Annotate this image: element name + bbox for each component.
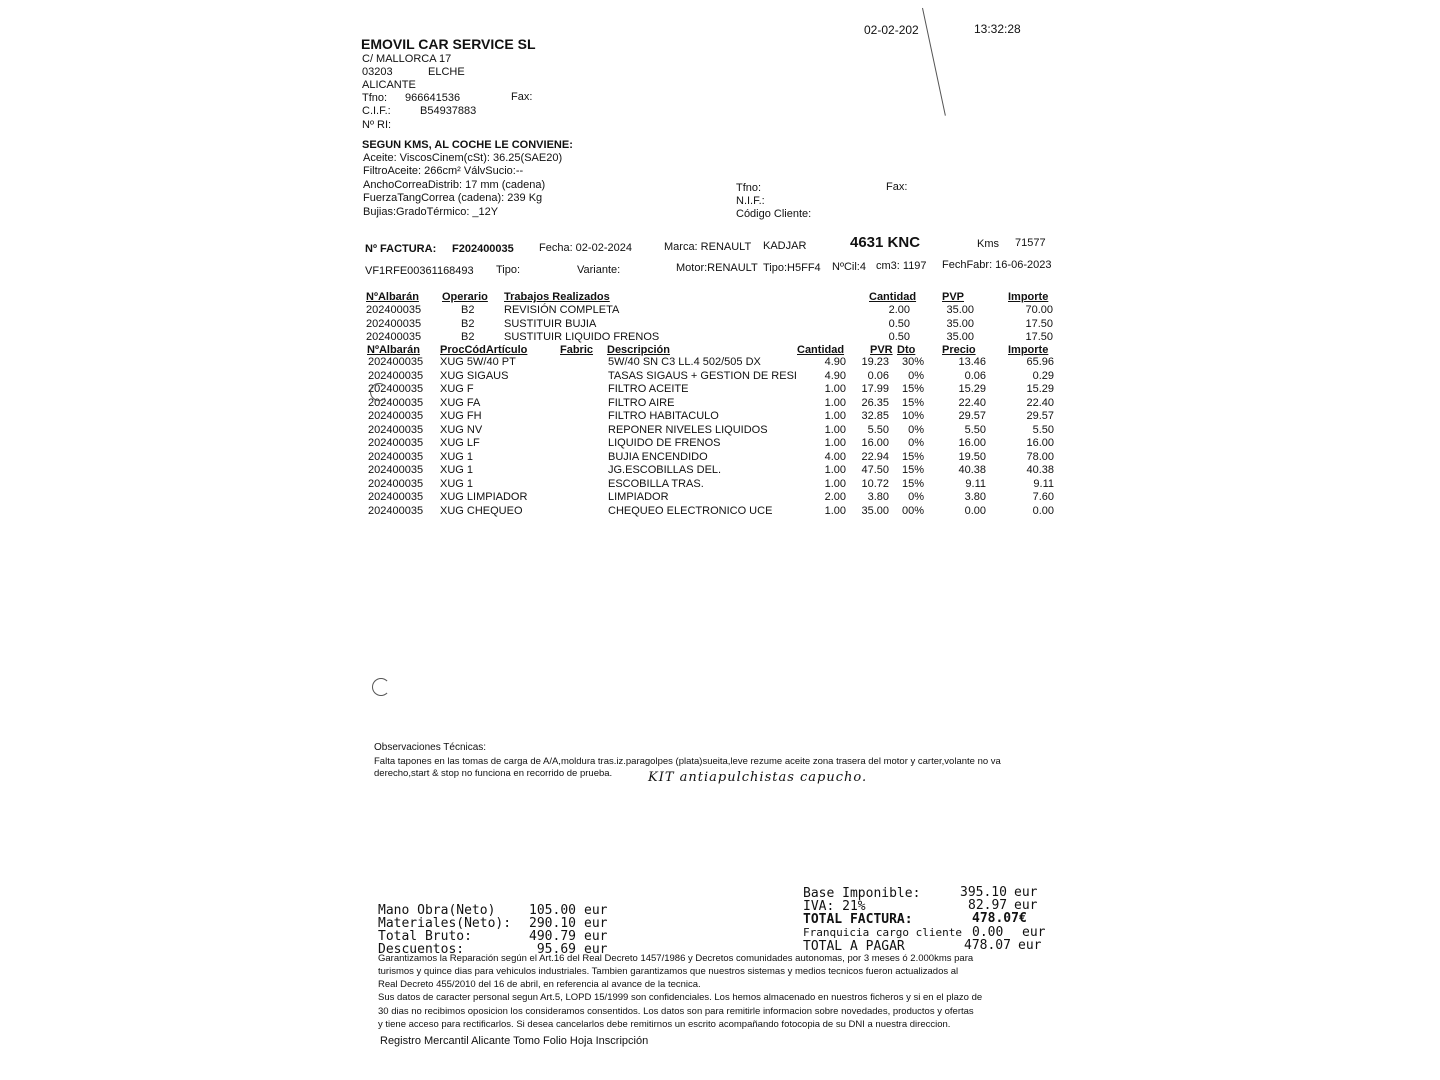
total-label: TOTAL FACTURA: — [803, 912, 913, 927]
vehicle-plate: 4631 KNC — [850, 234, 921, 251]
total-left-value: 490.79 — [529, 929, 576, 944]
parts-importe-cell: 29.57 — [1026, 410, 1054, 422]
labor-trabajo-cell: SUSTITUIR BUJIA — [504, 317, 597, 330]
hdr-pvp: PVP — [942, 291, 965, 303]
parts-descripcion-cell: ESCOBILLA TRAS. — [608, 477, 704, 490]
parts-importe-cell: 78.00 — [1026, 450, 1054, 463]
parts-precio-cell: 5.50 — [964, 423, 986, 436]
parts-importe-cell: 15.29 — [1026, 383, 1054, 395]
hdr-precio: Precio — [942, 344, 976, 356]
print-date: 02-02-202 — [864, 23, 919, 37]
franq-label: Franquicia cargo cliente — [803, 926, 962, 939]
parts-precio-cell: 13.46 — [958, 356, 986, 368]
parts-precio-cell: 22.40 — [958, 396, 986, 409]
parts-descripcion-cell: FILTRO HABITACULO — [608, 410, 719, 422]
client-code-label: Código Cliente: — [736, 208, 812, 220]
parts-cantidad-cell: 4.00 — [824, 450, 846, 463]
parts-precio-cell: 3.80 — [964, 491, 986, 503]
total-left-label: Descuentos: — [378, 942, 465, 957]
hdr-trabajos: Trabajos Realizados — [504, 291, 610, 303]
company-zip: 03203 — [362, 66, 393, 78]
total-left-unit: eur — [584, 916, 608, 931]
hdr-operario: Operario — [442, 291, 488, 303]
base-unit: eur — [1014, 885, 1038, 900]
parts-articulo-cell: XUG SIGAUS — [440, 369, 509, 382]
parts-dto-cell: 15% — [901, 396, 924, 409]
legal-line: turismos y quince dias para vehiculos industriales. Tambien garantizamos que nuestros sistemas y medios tecnicos fueron actualizados al — [378, 966, 959, 977]
parts-articulo-cell: XUG F — [440, 383, 474, 395]
parts-albaran-cell: 202400035 — [368, 356, 424, 368]
hdr-cantidad: Cantidad — [797, 344, 845, 356]
company-cif-label: C.I.F.: — [362, 105, 391, 117]
iva-unit: eur — [1014, 898, 1038, 913]
parts-albaran-cell: 202400035 — [368, 369, 424, 382]
company-fax-label: Fax: — [511, 91, 533, 103]
parts-precio-cell: 19.50 — [958, 450, 986, 463]
vehicle-tipo: Tipo: — [496, 264, 521, 276]
observations-line: derecho,start & stop no funciona en recorrido de prueba. — [374, 768, 613, 779]
parts-articulo-cell: XUG 1 — [440, 477, 474, 490]
labor-cantidad-cell: 0.50 — [888, 331, 910, 343]
hdr-dto: Dto — [897, 344, 916, 356]
hdr-pvr: PVR — [870, 344, 893, 356]
labor-cantidad-cell: 2.00 — [888, 304, 910, 316]
parts-dto-cell: 0% — [908, 423, 924, 436]
pagar-label: TOTAL A PAGAR — [803, 939, 905, 954]
parts-importe-cell: 0.00 — [1032, 504, 1054, 517]
labor-operario-cell: B2 — [461, 304, 475, 316]
hdr-importe: Importe — [1008, 291, 1049, 303]
parts-dto-cell: 15% — [901, 477, 924, 490]
total-left-value: 290.10 — [529, 916, 576, 931]
observations-title: Observaciones Técnicas: — [374, 742, 487, 753]
spec-line: FuerzaTangCorrea (cadena): 239 Kg — [363, 192, 543, 204]
franq-value: 0.00 — [972, 925, 1004, 940]
company-name: EMOVIL CAR SERVICE SL — [361, 36, 536, 52]
parts-precio-cell: 40.38 — [958, 464, 986, 476]
labor-operario-cell: B2 — [461, 331, 475, 343]
company-street: C/ MALLORCA 17 — [362, 53, 452, 65]
signature-mark — [922, 8, 946, 116]
legal-line: Garantizamos la Reparación según el Art.16 del Real Decreto 1457/1986 y Decretos comunidades autonomas, por 3 meses ó 2.000kms para — [378, 953, 974, 964]
legal-line: 30 dias no recibimos oposicion los consideramos consentidos. Los datos son para remitirle informacion sobre novedades, productos y ofertas — [378, 1006, 974, 1017]
labor-trabajo-cell: SUSTITUIR LIQUIDO FRENOS — [504, 331, 660, 343]
parts-dto-cell: 00% — [901, 504, 924, 517]
parts-importe-cell: 7.60 — [1032, 491, 1054, 503]
parts-articulo-cell: XUG 1 — [440, 450, 474, 463]
parts-precio-cell: 15.29 — [958, 383, 986, 395]
parts-articulo-cell: XUG FA — [440, 396, 481, 409]
labor-pvp-cell: 35.00 — [946, 317, 974, 330]
parts-precio-cell: 16.00 — [958, 437, 986, 449]
parts-cantidad-cell: 1.00 — [824, 437, 846, 449]
parts-albaran-cell: 202400035 — [368, 464, 424, 476]
spec-line: Bujias:GradoTérmico: _12Y — [363, 206, 499, 218]
labor-pvp-cell: 35.00 — [946, 304, 974, 316]
parts-pvr-cell: 17.99 — [861, 383, 889, 395]
parts-descripcion-cell: LIQUIDO DE FRENOS — [608, 437, 721, 449]
registry-line: Registro Mercantil Alicante Tomo Folio Hoja Inscripción — [380, 1035, 649, 1047]
parts-pvr-cell: 32.85 — [861, 410, 889, 422]
base-label: Base Imponible: — [803, 886, 921, 901]
vehicle-make: Marca: RENAULT — [664, 241, 752, 253]
parts-pvr-cell: 35.00 — [861, 504, 889, 517]
parts-albaran-cell: 202400035 — [368, 396, 424, 409]
labor-albaran-cell: 202400035 — [366, 317, 422, 330]
parts-descripcion-cell: CHEQUEO ELECTRONICO UCE — [608, 504, 773, 517]
observations-line: Falta tapones en las tomas de carga de A/A,moldura tras.iz.paragolpes (plata)sueita,leve rezume aceite zona trasera del motor y carter,volante no va — [374, 756, 1001, 767]
iva-value: 82.97 — [968, 898, 1008, 913]
client-fax-label: Fax: — [886, 181, 908, 193]
spec-line: Aceite: ViscosCinem(cSt): 36.25(SAE20) — [363, 152, 563, 164]
parts-pvr-cell: 0.06 — [867, 369, 889, 382]
parts-albaran-cell: 202400035 — [368, 437, 424, 449]
print-time: 13:32:28 — [974, 22, 1021, 36]
hdr-fabric: Fabric — [560, 344, 594, 356]
labor-importe-cell: 70.00 — [1025, 304, 1053, 316]
total-value: 478.07€ — [972, 911, 1027, 926]
total-left-value: 105.00 — [529, 903, 576, 918]
parts-descripcion-cell: LIMPIADOR — [608, 491, 669, 503]
parts-cantidad-cell: 2.00 — [824, 491, 846, 503]
company-city: ELCHE — [428, 66, 465, 78]
parts-dto-cell: 15% — [901, 383, 924, 395]
pagar-value: 478.07 — [964, 938, 1011, 953]
parts-descripcion-cell: BUJIA ENCENDIDO — [608, 450, 708, 463]
parts-descripcion-cell: JG.ESCOBILLAS DEL. — [608, 464, 722, 476]
invoice-number: F202400035 — [452, 243, 514, 255]
base-value: 395.10 — [960, 885, 1007, 900]
parts-importe-cell: 16.00 — [1026, 437, 1054, 449]
hdr-albaran: NºAlbarán — [366, 291, 419, 303]
parts-cantidad-cell: 1.00 — [824, 477, 846, 490]
parts-importe-cell: 0.29 — [1032, 369, 1054, 382]
parts-albaran-cell: 202400035 — [368, 383, 424, 395]
parts-cantidad-cell: 1.00 — [824, 423, 846, 436]
company-tfno: 966641536 — [405, 92, 461, 104]
labor-albaran-cell: 202400035 — [366, 331, 422, 343]
franq-unit: eur — [1022, 925, 1046, 940]
hdr-importe: Importe — [1008, 344, 1049, 356]
parts-articulo-cell: XUG FH — [440, 410, 482, 422]
parts-cantidad-cell: 1.00 — [824, 396, 846, 409]
parts-pvr-cell: 10.72 — [861, 477, 889, 490]
iva-label: IVA: 21% — [803, 899, 866, 914]
parts-dto-cell: 10% — [901, 410, 924, 422]
parts-cantidad-cell: 4.90 — [824, 356, 846, 368]
parts-pvr-cell: 19.23 — [861, 356, 889, 368]
client-tfno-label: Tfno: — [736, 182, 762, 194]
specs-title: SEGUN KMS, AL COCHE LE CONVIENE: — [362, 139, 573, 151]
labor-operario-cell: B2 — [461, 317, 475, 330]
parts-cantidad-cell: 1.00 — [824, 383, 846, 395]
total-left-label: Total Bruto: — [378, 929, 472, 944]
vehicle-model: KADJAR — [763, 240, 807, 252]
hdr-descripcion: Descripción — [607, 344, 670, 356]
legal-line: Real Decreto 455/2010 del 16 de abril, en referencia al avance de la tecnica. — [378, 979, 701, 990]
parts-cantidad-cell: 1.00 — [824, 464, 846, 476]
spec-line: FiltroAceite: 266cm² VálvSucio:-- — [363, 165, 524, 177]
parts-descripcion-cell: FILTRO ACEITE — [608, 383, 689, 395]
parts-pvr-cell: 3.80 — [867, 491, 889, 503]
company-tfno-label: Tfno: — [362, 92, 388, 104]
total-left-value: 95.69 — [536, 942, 576, 957]
company-cif: B54937883 — [420, 105, 477, 117]
company-ri-label: Nº RI: — [362, 119, 392, 131]
total-left-label: Mano Obra(Neto) — [378, 903, 496, 918]
parts-descripcion-cell: FILTRO AIRE — [608, 396, 675, 409]
vehicle-motor: Motor:RENAULT — [676, 262, 758, 274]
parts-dto-cell: 15% — [901, 450, 924, 463]
parts-cantidad-cell: 4.90 — [824, 369, 846, 382]
kms-value: 71577 — [1015, 237, 1046, 249]
vehicle-fechfabr: FechFabr: 16-06-2023 — [942, 259, 1052, 271]
total-left-unit: eur — [584, 942, 608, 957]
client-nif-label: N.I.F.: — [736, 195, 765, 207]
parts-pvr-cell: 47.50 — [861, 464, 889, 476]
pagar-unit: eur — [1018, 938, 1042, 953]
parts-articulo-cell: XUG LF — [440, 437, 480, 449]
parts-pvr-cell: 16.00 — [861, 437, 889, 449]
legal-line: Sus datos de caracter personal segun Art.5, LOPD 15/1999 son confidenciales. Los hemos almacenado en nuestros ficheros y si en el plazo de — [378, 992, 983, 1003]
total-left-unit: eur — [584, 929, 608, 944]
parts-importe-cell: 65.96 — [1026, 356, 1054, 368]
parts-importe-cell: 5.50 — [1032, 423, 1054, 436]
labor-pvp-cell: 35.00 — [946, 331, 974, 343]
parts-articulo-cell: XUG NV — [440, 423, 483, 436]
parts-dto-cell: 30% — [901, 356, 924, 368]
parts-dto-cell: 15% — [901, 464, 924, 476]
parts-cantidad-cell: 1.00 — [824, 410, 846, 422]
parts-articulo-cell: XUG 5W/40 PT — [440, 356, 516, 368]
parts-albaran-cell: 202400035 — [368, 450, 424, 463]
parts-precio-cell: 0.06 — [964, 369, 986, 382]
parts-articulo-cell: XUG CHEQUEO — [440, 504, 523, 517]
parts-importe-cell: 40.38 — [1026, 464, 1054, 476]
labor-albaran-cell: 202400035 — [366, 304, 422, 316]
parts-cantidad-cell: 1.00 — [824, 504, 846, 517]
spec-line: AnchoCorreaDistrib: 17 mm (cadena) — [363, 179, 546, 191]
handwritten-note: KIT antiapulchistas capucho. — [648, 770, 868, 785]
labor-importe-cell: 17.50 — [1025, 317, 1053, 330]
invoice-date: Fecha: 02-02-2024 — [539, 242, 632, 254]
legal-line: y tiene acceso para rectificarlos. Si desea cancelarlos debe remitirnos un escrito acompañando fotocopia de su DNI a nuestra direccion. — [378, 1019, 951, 1030]
parts-albaran-cell: 202400035 — [368, 491, 424, 503]
parts-dto-cell: 0% — [908, 369, 924, 382]
parts-albaran-cell: 202400035 — [368, 423, 424, 436]
parts-importe-cell: 22.40 — [1026, 396, 1054, 409]
total-left-unit: eur — [584, 903, 608, 918]
scan-mark — [372, 678, 390, 696]
parts-albaran-cell: 202400035 — [368, 477, 424, 490]
parts-descripcion-cell: 5W/40 SN C3 LL.4 502/505 DX — [608, 356, 761, 368]
parts-albaran-cell: 202400035 — [368, 410, 424, 422]
parts-dto-cell: 0% — [908, 437, 924, 449]
parts-descripcion-cell: REPONER NIVELES LIQUIDOS — [608, 423, 768, 436]
labor-trabajo-cell: REVISIÓN COMPLETA — [504, 304, 620, 316]
parts-pvr-cell: 22.94 — [861, 450, 889, 463]
hdr-albaran: NºAlbarán — [367, 344, 420, 356]
vehicle-variante: Variante: — [577, 264, 621, 276]
parts-precio-cell: 29.57 — [958, 410, 986, 422]
vehicle-cil: NºCil:4 — [832, 261, 866, 273]
company-province: ALICANTE — [362, 79, 416, 91]
labor-cantidad-cell: 0.50 — [888, 317, 910, 330]
parts-albaran-cell: 202400035 — [368, 504, 424, 517]
hdr-cantidad: Cantidad — [869, 291, 917, 303]
scan-mark — [370, 383, 388, 401]
vehicle-vin: VF1RFE00361168493 — [365, 265, 474, 277]
vehicle-tipo-motor: Tipo:H5FF4 — [763, 262, 821, 274]
parts-dto-cell: 0% — [908, 491, 924, 503]
hdr-articulo: ProcCódArtículo — [440, 344, 528, 356]
invoice-num-label: Nº FACTURA: — [365, 243, 437, 255]
labor-importe-cell: 17.50 — [1025, 331, 1053, 343]
total-left-label: Materiales(Neto): — [378, 916, 512, 931]
parts-precio-cell: 9.11 — [965, 477, 986, 490]
parts-pvr-cell: 26.35 — [861, 396, 889, 409]
parts-articulo-cell: XUG 1 — [440, 464, 474, 476]
parts-descripcion-cell: TASAS SIGAUS + GESTION DE RESI — [608, 369, 797, 382]
parts-precio-cell: 0.00 — [964, 504, 986, 517]
parts-articulo-cell: XUG LIMPIADOR — [440, 491, 528, 503]
vehicle-cm3: cm3: 1197 — [876, 260, 927, 272]
kms-label: Kms — [977, 238, 999, 250]
parts-importe-cell: 9.11 — [1033, 477, 1054, 490]
parts-pvr-cell: 5.50 — [867, 423, 889, 436]
